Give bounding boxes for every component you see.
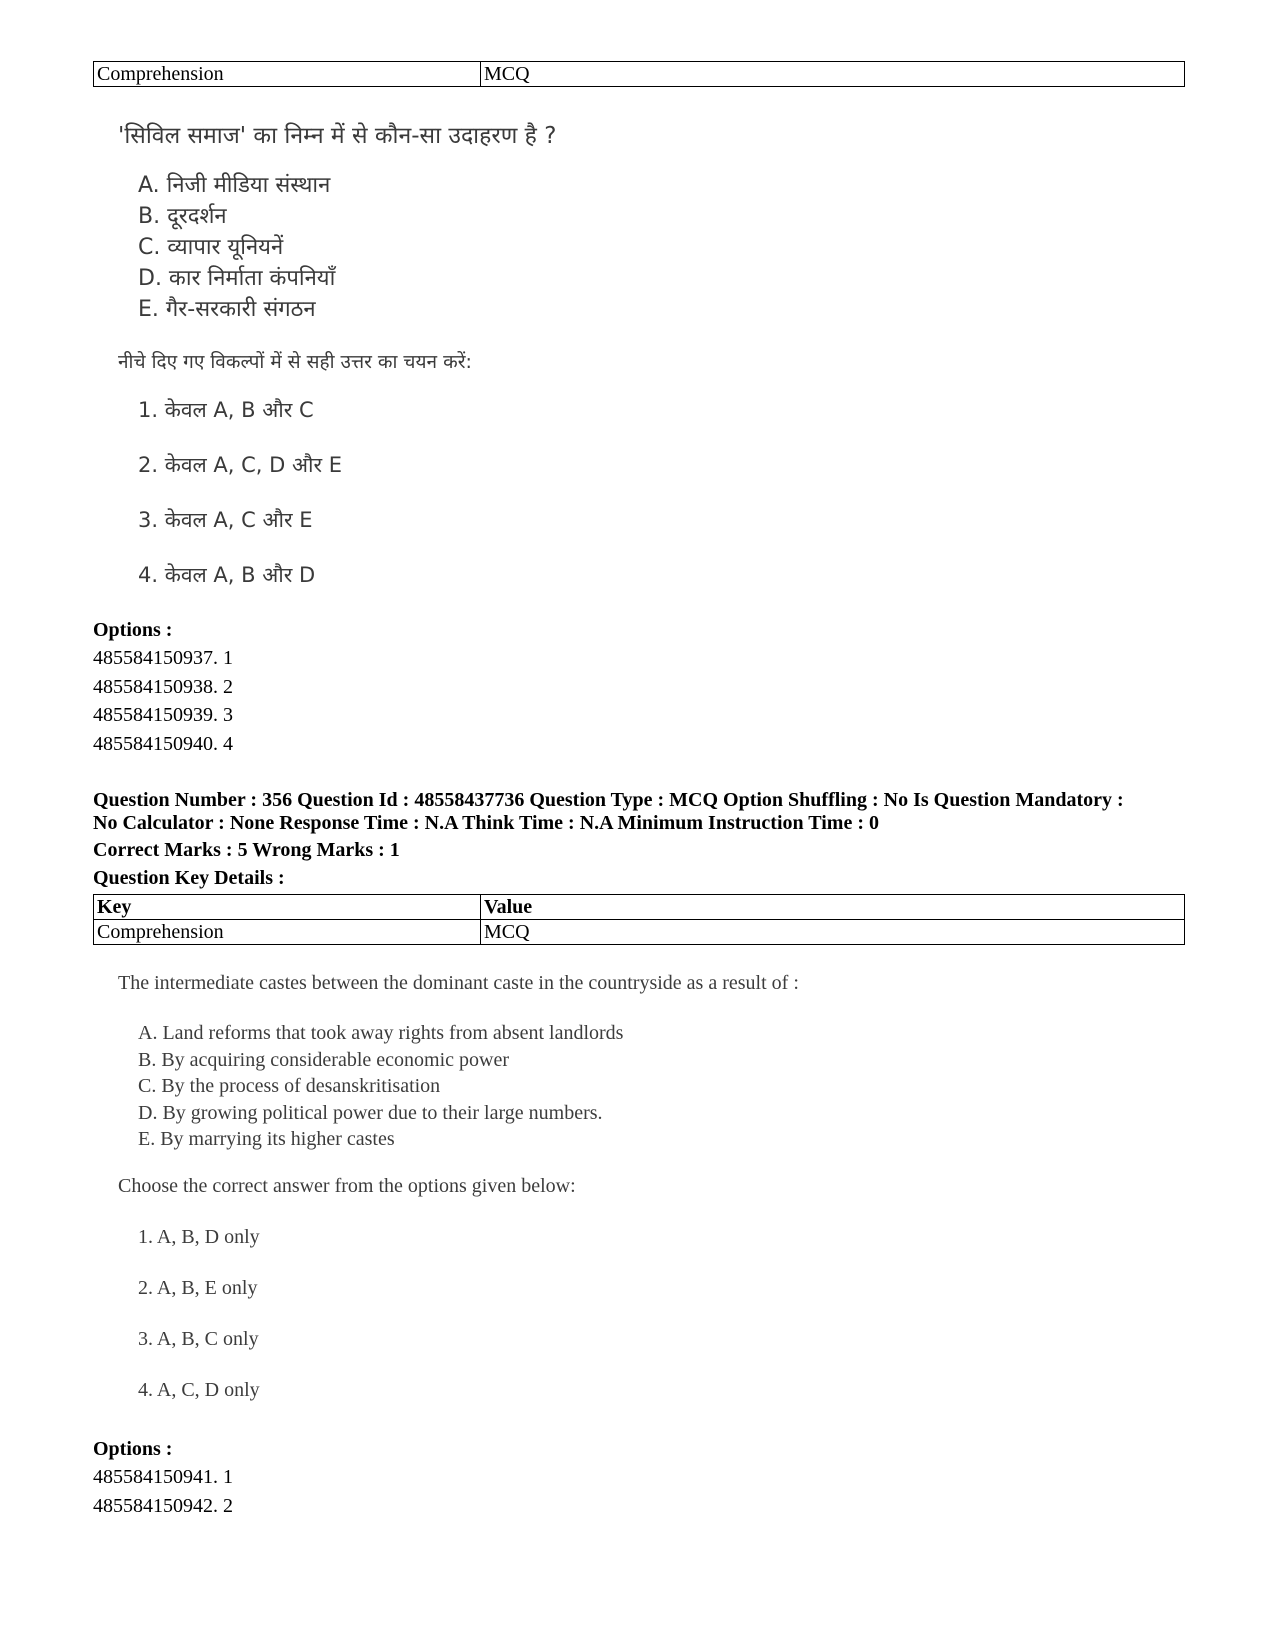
- q356-choice-4: 4. A, C, D only: [138, 1379, 260, 1401]
- q355-stem: 'सिविल समाज' का निम्न में से कौन-सा उदाहरण है ?: [118, 123, 557, 149]
- list-item: 485584150938. 2: [93, 675, 233, 698]
- q356-key-table: [93, 894, 1185, 945]
- statement-d: D. By growing political power due to their large numbers.: [138, 1101, 603, 1124]
- q356-instruction: Choose the correct answer from the options given below:: [118, 1175, 576, 1197]
- q356-options-list: [93, 1463, 233, 1520]
- list-item: 485584150937. 1: [93, 647, 233, 669]
- q356-options-label: Options :: [93, 1438, 173, 1460]
- value-cell: MCQ: [481, 62, 1185, 87]
- list-item: 485584150940. 4: [93, 732, 233, 755]
- q355-instruction: नीचे दिए गए विकल्पों में से सही उत्तर का चयन करें:: [118, 351, 472, 373]
- q356-choice-3: 3. A, B, C only: [138, 1328, 259, 1350]
- q356-stem: The intermediate castes between the dominant caste in the countryside as a result of :: [118, 972, 799, 994]
- table-row: [94, 920, 1185, 945]
- statement-b: B. दूरदर्शन: [138, 204, 227, 229]
- q355-statements: [138, 170, 335, 325]
- q356-meta-line-1: Question Number : 356 Question Id : 48558437736 Question Type : MCQ Option Shuffling : No Is Question Mandatory :: [93, 789, 1124, 811]
- table-row: [94, 62, 1185, 87]
- list-item: 485584150941. 1: [93, 1466, 233, 1488]
- q355-choice-4: 4. केवल A, B और D: [138, 563, 316, 587]
- list-item: 485584150939. 3: [93, 704, 233, 726]
- q356-meta-line-2: No Calculator : None Response Time : N.A Think Time : N.A Minimum Instruction Time : 0: [93, 812, 879, 834]
- statement-b: B. By acquiring considerable economic power: [138, 1048, 509, 1071]
- statement-a: A. निजी मीडिया संस्थान: [138, 173, 331, 198]
- table-header-row: [94, 895, 1185, 920]
- statement-c: C. व्यापार यूनियनें: [138, 235, 284, 260]
- q356-statements: [138, 1020, 623, 1153]
- key-cell: Comprehension: [94, 920, 481, 945]
- q356-marks: Correct Marks : 5 Wrong Marks : 1: [93, 839, 400, 861]
- q355-choice-3: 3. केवल A, C और E: [138, 508, 313, 532]
- statement-e: E. गैर-सरकारी संगठन: [138, 297, 316, 322]
- list-item: 485584150942. 2: [93, 1494, 233, 1517]
- q355-choice-2: 2. केवल A, C, D और E: [138, 453, 343, 477]
- statement-c: C. By the process of desanskritisation: [138, 1075, 441, 1097]
- statement-e: E. By marrying its higher castes: [138, 1128, 395, 1150]
- key-cell: Comprehension: [94, 62, 481, 87]
- statement-a: A. Land reforms that took away rights from absent landlords: [138, 1022, 624, 1044]
- statement-d: D. कार निर्माता कंपनियाँ: [138, 266, 336, 291]
- q356-choice-1: 1. A, B, D only: [138, 1226, 260, 1248]
- q355-choice-1: 1. केवल A, B और C: [138, 398, 314, 422]
- q355-key-table: [93, 61, 1185, 87]
- q355-options-label: Options :: [93, 619, 173, 641]
- q356-key-details-label: Question Key Details :: [93, 867, 285, 889]
- q355-options-list: [93, 644, 233, 758]
- value-cell: MCQ: [481, 920, 1185, 945]
- q356-choice-2: 2. A, B, E only: [138, 1277, 258, 1299]
- key-header: Key: [94, 895, 481, 920]
- value-header: Value: [481, 895, 1185, 920]
